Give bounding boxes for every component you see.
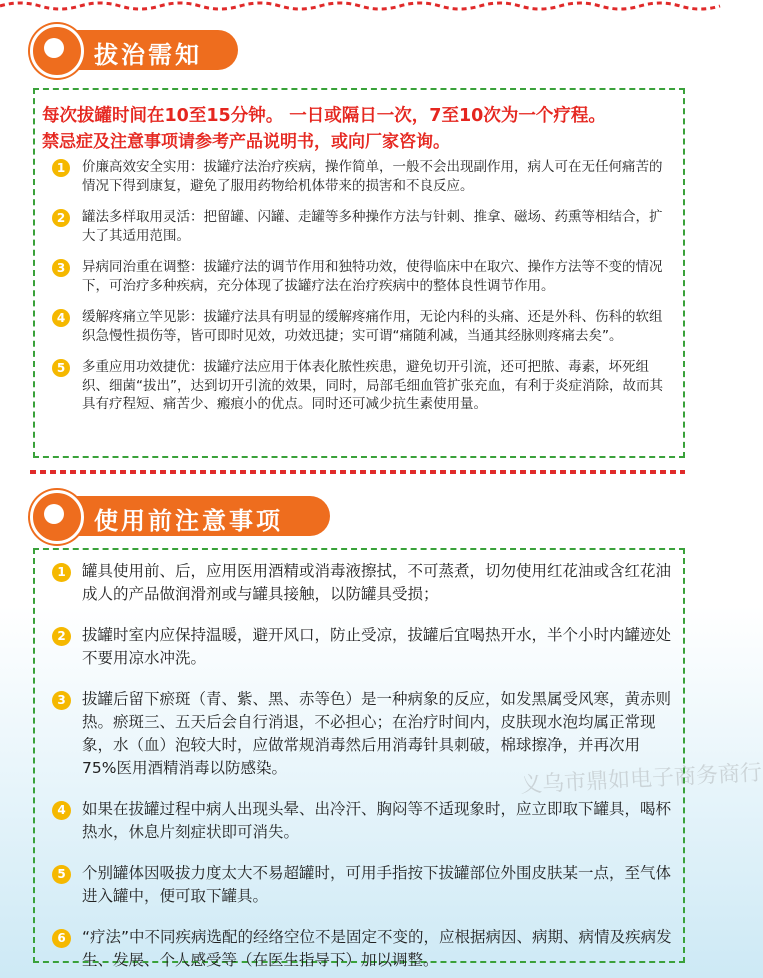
section2-title: 使用前注意事项 <box>94 507 283 535</box>
number-badge: 4 <box>52 309 70 327</box>
item-text: 多重应用功效捷优：拔罐疗法应用于体表化脓性疾患，避免切开引流，还可把脓、毒素，坏死组织、细菌“拔出”，达到切开引流的效果，同时，局部毛细血管扩张充血，有利于炎症消除，故而其具有疗程短、痛苦少、瘢痕小的优点。同时还可减少抗生素使用量。 <box>82 359 663 412</box>
section1-banner <box>30 24 238 68</box>
section-divider <box>30 470 685 474</box>
number-badge: 6 <box>52 929 71 948</box>
section1-list <box>46 158 674 427</box>
watermark: 义乌市鼎如电子商务商行 <box>519 760 763 799</box>
number-badge: 5 <box>52 359 70 377</box>
number-badge: 3 <box>52 259 70 277</box>
banner-circle-icon <box>30 24 84 78</box>
section1-item-3 <box>46 258 674 295</box>
section1-item-4 <box>46 308 674 345</box>
section1-item-5 <box>46 358 674 414</box>
number-badge: 2 <box>52 627 71 646</box>
item-text: 拔罐时室内应保持温暖，避开风口，防止受凉，拔罐后宜喝热开水，半个小时内罐迹处不要用凉水冲洗。 <box>82 626 672 667</box>
number-badge: 3 <box>52 691 71 710</box>
item-text: 罐具使用前、后，应用医用酒精或消毒液擦拭，不可蒸煮，切勿使用红花油或含红花油成人的产品做润滑剂或与罐具接触，以防罐具受损； <box>82 562 672 603</box>
section2-item-4 <box>46 798 674 844</box>
item-text: 异病同治重在调整：拔罐疗法的调节作用和独特功效，使得临床中在取穴、操作方法等不变的情况下，可治疗多种疾病，充分体现了拔罐疗法在治疗疾病中的整体良性调节作用。 <box>82 259 663 294</box>
top-wave-decoration <box>0 0 715 12</box>
section1-intro-line2: 禁忌症及注意事项请参考产品说明书，或向厂家咨询。 <box>42 132 450 152</box>
number-badge: 5 <box>52 865 71 884</box>
item-text: “疗法”中不同疾病选配的经络空位不是固定不变的，应根据病因、病期、病情及疾病发生、发展、个人感受等（在医生指导下）加以调整。 <box>82 928 672 969</box>
section2-item-2 <box>46 624 674 670</box>
section2-list <box>46 560 674 972</box>
section2-item-1 <box>46 560 674 606</box>
item-text: 罐法多样取用灵活：把留罐、闪罐、走罐等多种操作方法与针刺、推拿、磁场、药熏等相结合，扩大了其适用范围。 <box>82 209 663 244</box>
section2-banner <box>30 490 330 534</box>
item-text: 拔罐后留下瘀斑（青、紫、黑、赤等色）是一种病象的反应，如发黑属受风寒，黄赤则热。瘀斑三、五天后会自行消退，不必担心；在治疗时间内，皮肤现水泡均属正常现象，水（血）泡较大时，应做常规消毒然后用消毒针具刺破，棉球擦净，并再次用75%医用酒精消毒以防感染。 <box>82 690 672 777</box>
number-badge: 2 <box>52 209 70 227</box>
item-text: 缓解疼痛立竿见影：拔罐疗法具有明显的缓解疼痛作用，无论内科的头痛、还是外科、伤科的软组织急慢性损伤等，皆可即时见效，功效迅捷；实可谓“痛随利减，当通其经脉则疼痛去矣”。 <box>82 309 663 344</box>
banner-circle-icon <box>30 490 84 544</box>
section1-intro-line1: 每次拔罐时间在10至15分钟。 一日或隔日一次，7至10次为一个疗程。 <box>42 106 606 126</box>
number-badge: 1 <box>52 159 70 177</box>
number-badge: 4 <box>52 801 71 820</box>
number-badge: 1 <box>52 563 71 582</box>
section1-item-1 <box>46 158 674 195</box>
section2-item-3 <box>46 688 674 780</box>
section1-title: 拔治需知 <box>94 41 202 69</box>
item-text: 价廉高效安全实用：拔罐疗法治疗疾病，操作简单，一般不会出现副作用，病人可在无任何痛苦的情况下得到康复，避免了服用药物给机体带来的损害和不良反应。 <box>82 159 663 194</box>
section1-item-2 <box>46 208 674 245</box>
section2-item-5 <box>46 862 674 908</box>
section2-item-6 <box>46 926 674 972</box>
item-text: 如果在拔罐过程中病人出现头晕、出冷汗、胸闷等不适现象时，应立即取下罐具，喝杯热水，休息片刻症状即可消失。 <box>82 800 672 841</box>
item-text: 个别罐体因吸拔力度太大不易超罐时，可用手指按下拔罐部位外围皮肤某一点，至气体进入罐中，便可取下罐具。 <box>82 864 672 905</box>
